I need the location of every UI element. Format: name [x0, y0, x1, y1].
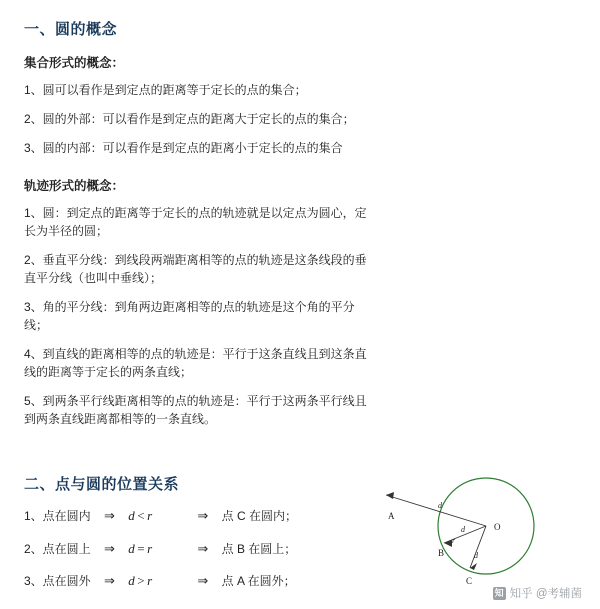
locus-form-item-2: 2、垂直平分线：到线段两端距离相等的点的轨迹是这条线段的垂直平分线（也叫中垂线）；: [24, 253, 367, 285]
relation-result-outside: 点 A 在圆外；: [221, 574, 296, 588]
relation-result-inside: 点 C 在圆内；: [221, 509, 297, 523]
relation-label-outside: 3、点在圆外: [24, 574, 91, 588]
set-form-item-3: 3、圆的内部：可以看作是到定点的距离小于定长的点的集合: [24, 141, 343, 155]
implies-arrow-icon-4: ⇒: [197, 540, 209, 556]
section-1-body: [24, 53, 376, 428]
circle-diagram: [366, 470, 576, 592]
label-d-C: d: [474, 551, 478, 560]
relation-math-outside: d > r: [128, 573, 153, 588]
label-B: B: [438, 548, 445, 558]
section-2-title: 二、点与圆的位置关系: [24, 476, 180, 493]
relation-math-on: d = r: [128, 540, 153, 556]
label-d-A: d: [438, 501, 442, 510]
locus-form-item-3: 3、角的平分线：到角两边距离相等的点的轨迹是这个角的平分线；: [24, 300, 355, 332]
section-1-title: 一、圆的概念: [24, 21, 118, 38]
locus-form-item-1: 1、圆：到定点的距离等于定长的点的轨迹就是以定点为圆心，定长为半径的圆；: [24, 206, 367, 238]
relation-label-on: 2、点在圆上: [24, 541, 91, 556]
set-form-item-1: 1、圆可以看作是到定点的距离等于定长的点的集合；: [24, 83, 307, 97]
segment-OA: [386, 495, 486, 526]
relation-result-on: 点 B 在圆上；: [221, 541, 297, 556]
locus-form-item-4: 4、到直线的距离相等的点的轨迹是：平行于这条直线且到这条直线的距离等于定长的两条直线；: [24, 347, 367, 379]
watermark-text: 知乎 @考辅菌: [509, 588, 582, 600]
segment-OC: [470, 526, 486, 568]
label-A: A: [388, 511, 395, 521]
watermark: [493, 585, 582, 601]
implies-arrow-icon-6: ⇒: [197, 573, 209, 588]
zhihu-logo-icon: 知: [494, 587, 504, 598]
circle-diagram-svg: [366, 470, 576, 592]
set-form-subheading: 集合形式的概念：: [24, 56, 125, 70]
segment-OB: [444, 526, 486, 543]
subsection-spacer: [24, 168, 376, 176]
label-r: r: [452, 536, 456, 545]
relation-label-inside: 1、点在圆内: [24, 509, 91, 523]
implies-arrow-icon-3: ⇒: [104, 540, 115, 556]
implies-arrow-icon-2: ⇒: [197, 508, 209, 523]
locus-form-item-5: 5、到两条平行线距离相等的点的轨迹是：平行于这两条平行线且到两条直线距离都相等的一条直线。: [24, 394, 367, 426]
implies-arrow-icon-5: ⇒: [104, 573, 115, 588]
relation-math-inside: d < r: [128, 508, 153, 523]
label-O: O: [494, 522, 501, 532]
label-C: C: [466, 576, 473, 586]
arrow-head-A: [386, 492, 394, 499]
locus-form-subheading: 轨迹形式的概念：: [24, 179, 125, 193]
implies-arrow-icon: ⇒: [104, 508, 115, 523]
section-spacer: [24, 439, 576, 473]
set-form-item-2: 2、圆的外部：可以看作是到定点的距离大于定长的点的集合；: [24, 112, 355, 126]
label-d-B: d: [461, 525, 465, 534]
